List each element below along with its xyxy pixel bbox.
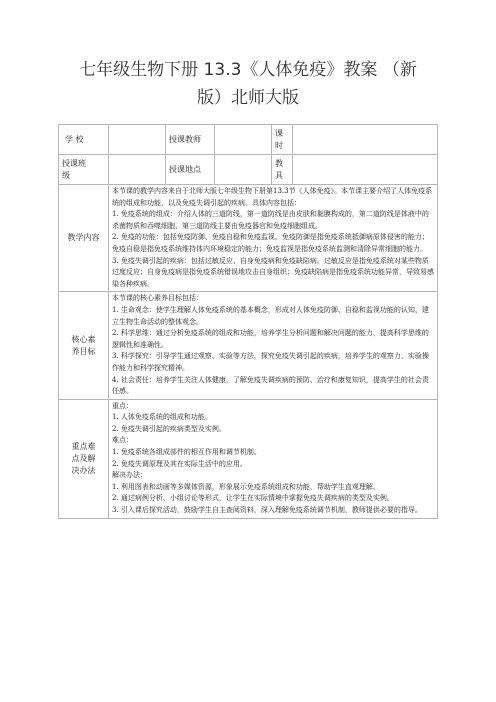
section-body-keypoints xyxy=(109,399,438,518)
school-value[interactable] xyxy=(109,125,166,155)
period-value[interactable] xyxy=(293,125,438,155)
title-line-2: 版）北师大版 xyxy=(197,88,299,108)
keypoints-line: 3. 引入课后探究活动，鼓励学生自主查阅资料，深入理解免疫系统调节机制，教师提供必要的指导。 xyxy=(112,506,422,515)
aids-label: 教 具 xyxy=(272,155,293,185)
section-row-competency xyxy=(59,292,438,399)
keypoints-line: 2. 通过病例分析、小组讨论等形式，让学生在实际情境中掌握免疫失调疾病的类型及实例。 xyxy=(112,494,394,503)
header-row-2 xyxy=(59,155,438,185)
section-body-content xyxy=(109,185,438,292)
content-line: 1. 免疫系统的组成：介绍人体的三道防线，第一道防线是由皮肤和黏膜构成的，第二道防线是体液中的杀菌物质和吞噬细胞，第三道防线主要由免疫器官和免疫细胞组成。 xyxy=(112,210,429,230)
aids-value[interactable] xyxy=(293,155,438,185)
keypoints-line: 解决办法： xyxy=(112,471,147,480)
document-title xyxy=(40,56,456,112)
competency-line: 本节课的核心素养目标包括： xyxy=(112,294,203,303)
keypoints-line: 重点： xyxy=(112,401,133,410)
keypoints-line: 2. 免疫失调原理及其在实际生活中的应用。 xyxy=(112,459,247,468)
keypoints-line: 1. 利用图表和动画等多媒体资源，形象展示免疫系统组成和功能，帮助学生直观理解。 xyxy=(112,482,380,491)
section-body-competency xyxy=(109,292,438,399)
section-label-content: 教学内容 xyxy=(59,185,109,292)
teacher-value[interactable] xyxy=(215,125,272,155)
school-label: 学 校 xyxy=(59,125,109,155)
keypoints-line: 1. 人体免疫系统的组成和功能。 xyxy=(112,413,212,422)
content-line: 2. 免疫的功能：包括免疫防御、免疫自稳和免疫监视。免疫防御是指免疫系统抵御病原体侵害的能力；免疫自稳是指免疫系统维持体内环境稳定的能力；免疫监视是指免疫系统监测和清除异常细胞的能力。 xyxy=(112,233,429,253)
section-row-content xyxy=(59,185,438,292)
location-value[interactable] xyxy=(215,155,272,185)
class-value[interactable] xyxy=(109,155,166,185)
keypoints-line: 难点： xyxy=(112,436,133,445)
section-label-competency: 核心素 养目标 xyxy=(59,292,109,399)
competency-line: 2. 科学思维：通过分析免疫系统的组成和功能，培养学生分析问题和解决问题的能力，提高科学思维的逻辑性和准确性。 xyxy=(112,329,429,349)
class-label: 授课班 级 xyxy=(59,155,109,185)
location-label: 授课地点 xyxy=(166,155,215,185)
period-label: 课 时 xyxy=(272,125,293,155)
title-line-1: 七年级生物下册 13.3《人体免疫》教案 （新 xyxy=(79,60,417,80)
teacher-label: 授课教师 xyxy=(166,125,215,155)
section-row-keypoints xyxy=(59,399,438,518)
competency-line: 3. 科学探究：引导学生通过观察、实验等方法，探究免疫失调引起的疾病，培养学生的观察力、实验操作能力和科学探究精神。 xyxy=(112,352,429,372)
content-line: 本节课的教学内容来自于北师大版七年级生物下册第13.3节《人体免疫》。本节课主要介绍了人体免疫系统的组成和功能，以及免疫失调引起的疾病。具体内容包括： xyxy=(112,187,433,207)
keypoints-line: 1. 免疫系统各组成部件的相互作用和调节机制。 xyxy=(112,448,261,457)
competency-line: 4. 社会责任：培养学生关注人体健康，了解免疫失调疾病的预防、治疗和康复知识，提高学生的社会责任感。 xyxy=(112,375,429,396)
section-label-keypoints: 重点难 点及解 决办法 xyxy=(59,399,109,518)
content-line: 3. 免疫失调引起的疾病：包括过敏反应、自身免疫病和免疫缺陷病。过敏反应是指免疫系统对某些物质过度反应；自身免疫病是指免疫系统错误地攻击自身组织；免疫缺陷病是指免疫系统功能异常，导致易感染各种疾病。 xyxy=(112,256,434,288)
header-row-1 xyxy=(59,125,438,155)
keypoints-line: 2. 免疫失调引起的疾病类型及实例。 xyxy=(112,424,226,433)
lesson-plan-table xyxy=(58,124,438,519)
competency-line: 1. 生命观念：使学生理解人体免疫系统的基本概念，形成对人体免疫防御、自稳和监视功能的认知，建立生物生命活动的整体观念。 xyxy=(112,305,429,326)
